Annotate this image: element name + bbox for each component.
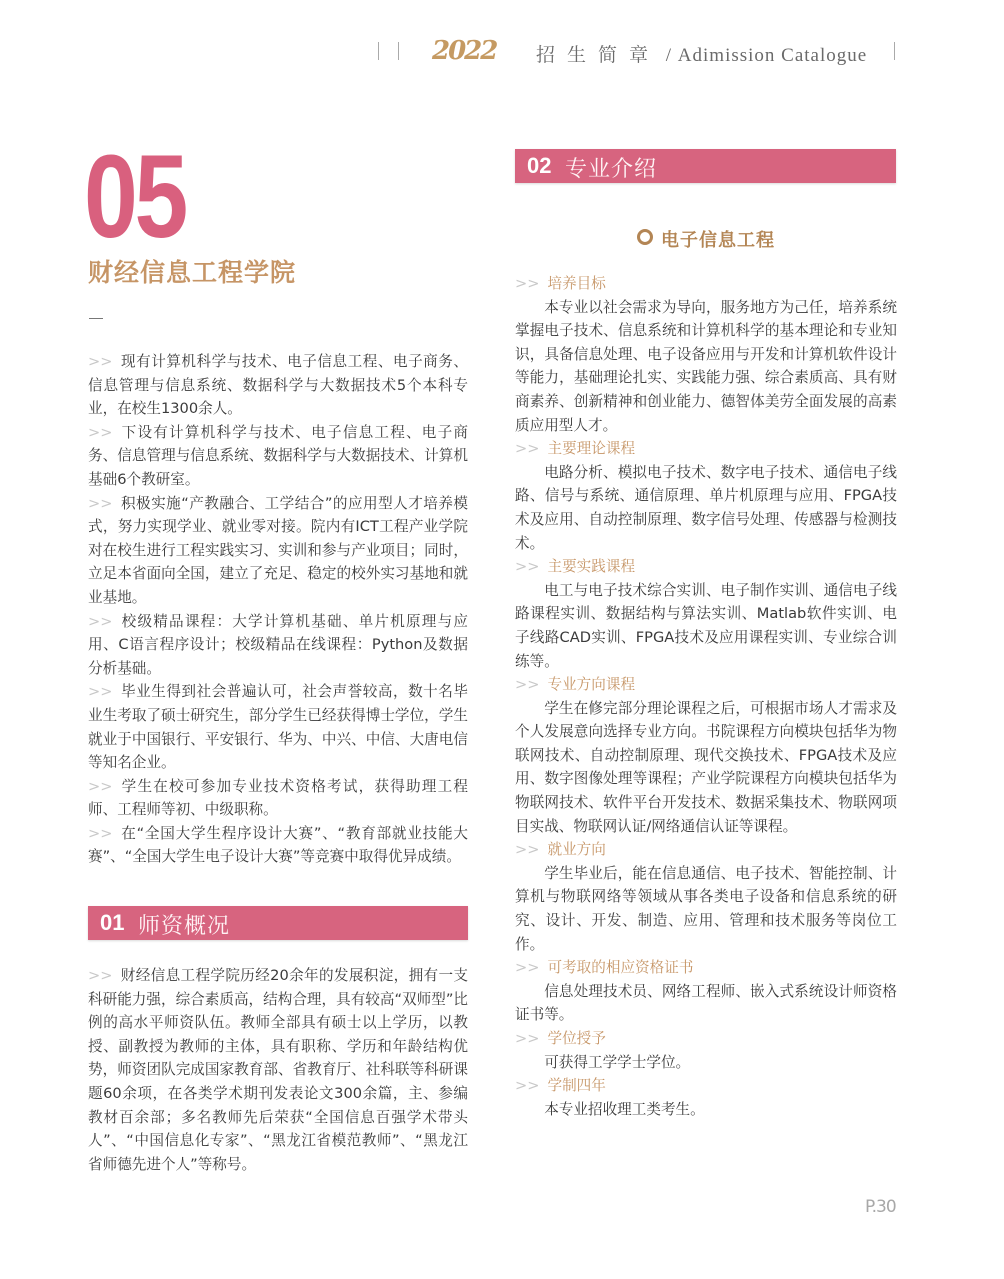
intro-paragraph: >> 校级精品课程：大学计算机基础、单片机原理与应用、C语言程序设计；校级精品在线课程：Python及数据分析基础。: [88, 612, 468, 677]
detail-section: >> 培养目标 本专业以社会需求为导向，服务地方为己任，培养系统掌握电子技术、信息系统和计算机科学的基本理论和专业知识，具备信息处理、电子设备应用与开发和计算机软件设计等能力，基础理论扎实、实践能力强、综合素质高、具有财商素养、创新精神和创业能力、德智体美劳全面发展的高素质应用型人才。: [515, 275, 897, 434]
detail-section: >> 就业方向 学生毕业后，能在信息通信、电子技术、智能控制、计算机与物联网络等领域从事各类电子设备和信息系统的研究、设计、开发、制造、应用、管理和技术服务等岗位工作。: [515, 841, 897, 953]
detail-section: >> 主要实践课程 电工与电子技术综合实训、电子制作实训、通信电子线路课程实训、数据结构与算法实训、Matlab软件实训、电子线路CAD实训、FPGA技术及应用课程实训、专业综合训练等。: [515, 558, 897, 670]
intro-paragraph: >> 积极实施“产教融合、工学结合”的应用型人才培养模式，努力实现学业、就业零对接。院内有ICT工程产业学院对在校生进行工程实践实习、实训和参与产业项目；同时，立足本省面向全国，建立了充足、稳定的校外实习基地和就业基地。: [88, 494, 468, 606]
catalogue-title: 招生简章 / Adimission Catalogue: [536, 45, 868, 66]
section-header-majors: 02 专业介绍: [515, 149, 896, 183]
arrow-icon: >>: [515, 558, 540, 576]
intro-paragraph: >> 学生在校可参加专业技术资格考试，获得助理工程师、工程师等初、中级职称。: [88, 777, 468, 819]
circle-bullet-icon: [637, 229, 653, 245]
major-title: 电子信息工程: [515, 226, 897, 252]
intro-paragraph: >> 现有计算机科学与技术、电子信息工程、电子商务、信息管理与信息系统、数据科学与大数据技术5个本科专业，在校生1300余人。: [88, 353, 468, 418]
page-header: [370, 38, 910, 68]
page-number: P.30: [865, 1197, 896, 1217]
arrow-icon: >>: [515, 676, 540, 694]
faculty-text: >> 财经信息工程学院历经20余年的发展积淀，拥有一支科研能力强，综合素质高，结构合理，具有较高“双师型”比例的高水平师资队伍。教师全部具有硕士以上学历，以教授、副教授为教师的主体，具有职称、学历和年龄结构优势，师资团队完成国家教育部、省教育厅、社科联等科研课题60余项，在各类学术期刊发表论文300余篇，主、参编教材百余部；多名教师先后荣获“全国信息百强学术带头人”、“中国信息化专家”、“黑龙江省模范教师”、“黑龙江省师德先进个人”等称号。: [88, 967, 468, 1173]
year-logo: 2022: [432, 36, 497, 66]
arrow-icon: >>: [88, 683, 113, 701]
arrow-icon: >>: [515, 1077, 540, 1095]
arrow-icon: >>: [88, 824, 113, 842]
detail-section: >> 专业方向课程 学生在修完部分理论课程之后，可根据市场人才需求及个人发展意向选择专业方向。书院课程方向模块包括华为物联网技术、自动控制原理、现代交换技术、FPGA技术及应用、数字图像处理等课程；产业学院课程方向模块包括华为物联网技术、软件平台开发技术、数据采集技术、物联网项目实战、物联网认证/网络通信认证等课程。: [515, 676, 897, 835]
college-number: 05: [84, 131, 186, 263]
arrow-icon: >>: [88, 777, 113, 795]
header-divider: [894, 42, 895, 60]
section-header-faculty: 01 师资概况: [88, 906, 468, 940]
arrow-icon: >>: [515, 440, 540, 458]
arrow-icon: >>: [515, 1030, 540, 1047]
intro-paragraph: >> 下设有计算机科学与技术、电子信息工程、电子商务、信息管理与信息系统、数据科学与大数据技术、计算机基础6个教研室。: [88, 423, 468, 488]
arrow-icon: >>: [88, 423, 113, 441]
intro-paragraph: >> 在“全国大学生程序设计大赛”、“教育部就业技能大赛”、“全国大学生电子设计大赛”等竞赛中取得优异成绩。: [88, 824, 468, 866]
arrow-icon: >>: [88, 967, 113, 984]
detail-section: >> 可考取的相应资格证书 信息处理技术员、网络工程师、嵌入式系统设计师资格证书等。: [515, 959, 897, 1024]
arrow-icon: >>: [88, 494, 113, 512]
arrow-icon: >>: [88, 612, 113, 630]
major-details: [515, 272, 897, 1121]
arrow-icon: >>: [515, 841, 540, 859]
arrow-icon: >>: [515, 959, 540, 977]
detail-section: >> 主要理论课程 电路分析、模拟电子技术、数字电子技术、通信电子线路、信号与系统、通信原理、单片机原理与应用、FPGA技术及应用、自动控制原理、数字信号处理、传感器与检测技术。: [515, 440, 897, 552]
intro-paragraph: >> 毕业生得到社会普遍认可，社会声誉较高，数十名毕业生考取了硕士研究生，部分学生已经获得博士学位，学生就业于中国银行、平安银行、华为、中兴、中信、大唐电信等知名企业。: [88, 683, 468, 772]
detail-section: >> 学位授予 可获得工学学士学位。: [515, 1030, 691, 1071]
arrow-icon: >>: [515, 275, 540, 292]
detail-section: >> 学制四年 本专业招收理工类考生。: [515, 1077, 705, 1118]
header-divider: [378, 42, 379, 60]
divider: [89, 318, 103, 319]
arrow-icon: >>: [88, 353, 113, 370]
college-name: 财经信息工程学院: [88, 258, 297, 287]
college-intro: [88, 350, 468, 869]
header-divider: [398, 42, 399, 60]
